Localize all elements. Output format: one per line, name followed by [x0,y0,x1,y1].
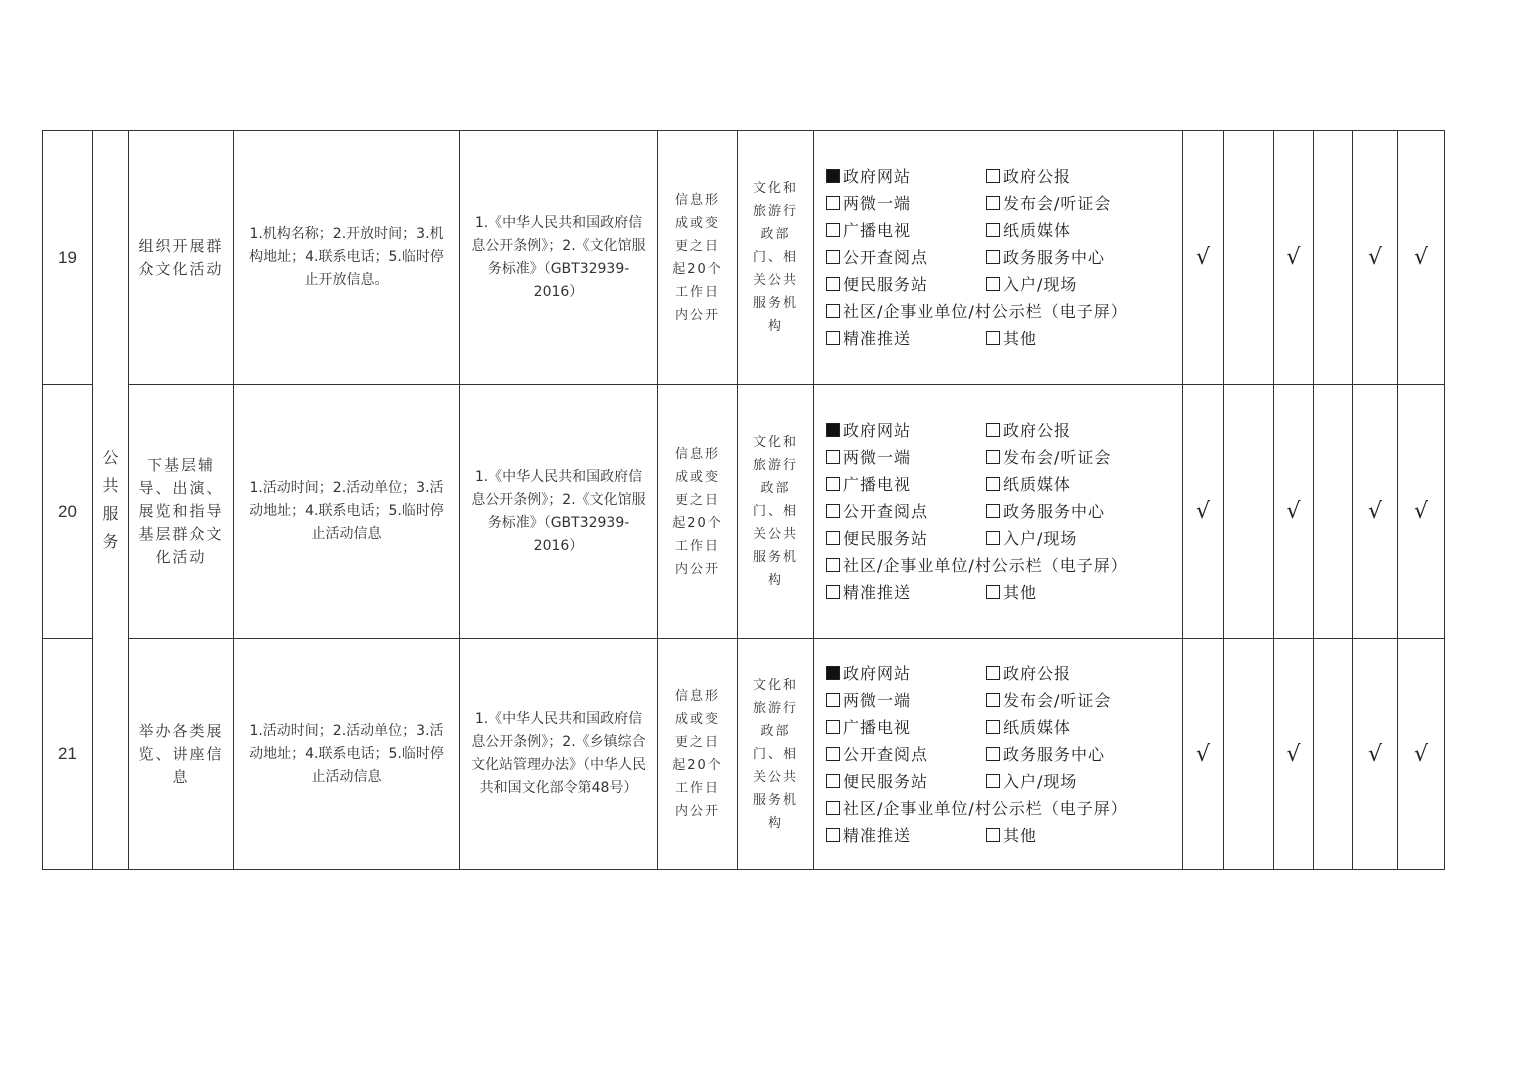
channel-list [826,662,1182,847]
checkbox-icon[interactable] [826,504,840,518]
channel-option[interactable]: 其他 [986,824,1186,847]
channel-option[interactable]: 发布会/听证会 [986,689,1186,712]
disclosure-table [42,130,1445,870]
checkbox-icon[interactable] [986,693,1000,707]
disclosure-basis: 1.《中华人民共和国政府信息公开条例》；2.《文化馆服务标准》（GBT32939-2016） [460,131,658,385]
checkbox-icon[interactable] [826,693,840,707]
check-mark-icon: √ [1274,131,1314,385]
disclosure-department: 文化和旅游行政部门、相关公共服务机构 [738,131,814,385]
check-cell [1224,131,1274,385]
channel-option[interactable]: 公开查阅点 [826,246,986,269]
channel-option[interactable]: 其他 [986,581,1186,604]
channel-option[interactable]: 其他 [986,327,1186,350]
checkbox-checked-icon[interactable] [826,169,840,183]
checkbox-icon[interactable] [986,504,1000,518]
channel-option[interactable]: 广播电视 [826,473,986,496]
checkbox-icon[interactable] [986,423,1000,437]
channel-option[interactable]: 广播电视 [826,716,986,739]
disclosure-content: 1.活动时间；2.活动单位；3.活动地址；4.联系电话；5.临时停止活动信息 [234,385,460,639]
channel-option[interactable]: 便民服务站 [826,527,986,550]
channel-option[interactable]: 两微一端 [826,192,986,215]
channel-option[interactable]: 纸质媒体 [986,716,1186,739]
disclosure-basis: 1.《中华人民共和国政府信息公开条例》；2.《文化馆服务标准》（GBT32939-2016） [460,385,658,639]
checkbox-icon[interactable] [986,169,1000,183]
checkbox-icon[interactable] [986,531,1000,545]
checkbox-icon[interactable] [826,477,840,491]
checkbox-icon[interactable] [826,747,840,761]
check-mark-icon: √ [1353,131,1398,385]
checkbox-icon[interactable] [986,223,1000,237]
checkbox-icon[interactable] [826,801,840,815]
check-cell [1224,639,1274,870]
channel-option[interactable]: 发布会/听证会 [986,446,1186,469]
checkbox-icon[interactable] [986,720,1000,734]
disclosure-time: 信息形成或变更之日起20个工作日内公开 [658,131,738,385]
channel-option[interactable]: 纸质媒体 [986,473,1186,496]
checkbox-icon[interactable] [986,774,1000,788]
checkbox-icon[interactable] [826,531,840,545]
checkbox-icon[interactable] [826,196,840,210]
checkbox-icon[interactable] [986,747,1000,761]
check-cell [1314,385,1353,639]
check-mark-icon: √ [1353,639,1398,870]
channel-option[interactable]: 精准推送 [826,581,986,604]
check-mark-icon: √ [1353,385,1398,639]
channel-option[interactable]: 便民服务站 [826,770,986,793]
channel-option[interactable]: 发布会/听证会 [986,192,1186,215]
row-number: 19 [43,131,93,385]
channel-option[interactable]: 社区/企事业单位/村公示栏（电子屏） [826,554,1186,577]
channel-option[interactable]: 入户/现场 [986,273,1186,296]
channels-cell [814,131,1183,385]
checkbox-icon[interactable] [826,585,840,599]
check-mark-icon: √ [1398,131,1445,385]
checkbox-icon[interactable] [986,585,1000,599]
channel-option[interactable]: 入户/现场 [986,527,1186,550]
check-mark-icon: √ [1183,385,1224,639]
table-row [43,639,1445,870]
channel-option[interactable]: 社区/企事业单位/村公示栏（电子屏） [826,300,1186,323]
category-cell [93,131,129,870]
channel-option[interactable]: 精准推送 [826,327,986,350]
check-cell [1314,131,1353,385]
disclosure-department: 文化和旅游行政部门、相关公共服务机构 [738,639,814,870]
channel-option[interactable]: 精准推送 [826,824,986,847]
disclosure-basis: 1.《中华人民共和国政府信息公开条例》；2.《乡镇综合文化站管理办法》（中华人民共和国文化部令第48号） [460,639,658,870]
channel-option[interactable]: 两微一端 [826,689,986,712]
checkbox-icon[interactable] [986,196,1000,210]
checkbox-icon[interactable] [986,331,1000,345]
channel-option[interactable]: 政府网站 [826,165,986,188]
checkbox-checked-icon[interactable] [826,666,840,680]
check-mark-icon: √ [1274,639,1314,870]
channel-option[interactable]: 政府公报 [986,165,1186,188]
checkbox-icon[interactable] [826,331,840,345]
channel-option[interactable]: 政府公报 [986,419,1186,442]
disclosure-time: 信息形成或变更之日起20个工作日内公开 [658,639,738,870]
category-label: 公共服务 [102,448,119,551]
disclosure-department: 文化和旅游行政部门、相关公共服务机构 [738,385,814,639]
channel-option[interactable]: 政府网站 [826,662,986,685]
checkbox-icon[interactable] [986,828,1000,842]
channel-option[interactable]: 广播电视 [826,219,986,242]
channel-option[interactable]: 政府公报 [986,662,1186,685]
channels-cell [814,385,1183,639]
channel-option[interactable]: 公开查阅点 [826,500,986,523]
channel-option[interactable]: 两微一端 [826,446,986,469]
check-mark-icon: √ [1398,385,1445,639]
checkbox-icon[interactable] [826,304,840,318]
checkbox-icon[interactable] [986,277,1000,291]
channel-option[interactable]: 公开查阅点 [826,743,986,766]
checkbox-icon[interactable] [986,450,1000,464]
channel-option[interactable]: 便民服务站 [826,273,986,296]
check-mark-icon: √ [1398,639,1445,870]
channel-option[interactable]: 政务服务中心 [986,500,1186,523]
disclosure-time: 信息形成或变更之日起20个工作日内公开 [658,385,738,639]
channel-option[interactable]: 入户/现场 [986,770,1186,793]
channels-cell [814,639,1183,870]
channel-list [826,419,1182,604]
checkbox-icon[interactable] [826,277,840,291]
channel-option[interactable]: 政务服务中心 [986,246,1186,269]
channel-option[interactable]: 政府网站 [826,419,986,442]
item-name: 组织开展群众文化活动 [129,131,234,385]
disclosure-content: 1.机构名称；2.开放时间；3.机构地址；4.联系电话；5.临时停止开放信息。 [234,131,460,385]
disclosure-content: 1.活动时间；2.活动单位；3.活动地址；4.联系电话；5.临时停止活动信息 [234,639,460,870]
channel-option[interactable]: 纸质媒体 [986,219,1186,242]
check-cell [1224,385,1274,639]
channel-list [826,165,1182,350]
checkbox-icon[interactable] [826,828,840,842]
checkbox-icon[interactable] [986,666,1000,680]
checkbox-icon[interactable] [986,250,1000,264]
checkbox-checked-icon[interactable] [826,423,840,437]
item-name: 下基层辅导、出演、展览和指导基层群众文化活动 [129,385,234,639]
check-mark-icon: √ [1274,385,1314,639]
channel-option[interactable]: 政务服务中心 [986,743,1186,766]
checkbox-icon[interactable] [986,477,1000,491]
row-number: 21 [43,639,93,870]
checkbox-icon[interactable] [826,720,840,734]
checkbox-icon[interactable] [826,558,840,572]
checkbox-icon[interactable] [826,250,840,264]
row-number: 20 [43,385,93,639]
check-mark-icon: √ [1183,639,1224,870]
table-row [43,385,1445,639]
check-mark-icon: √ [1183,131,1224,385]
channel-option[interactable]: 社区/企事业单位/村公示栏（电子屏） [826,797,1186,820]
check-cell [1314,639,1353,870]
checkbox-icon[interactable] [826,774,840,788]
table-row [43,131,1445,385]
checkbox-icon[interactable] [826,223,840,237]
checkbox-icon[interactable] [826,450,840,464]
item-name: 举办各类展览、讲座信息 [129,639,234,870]
